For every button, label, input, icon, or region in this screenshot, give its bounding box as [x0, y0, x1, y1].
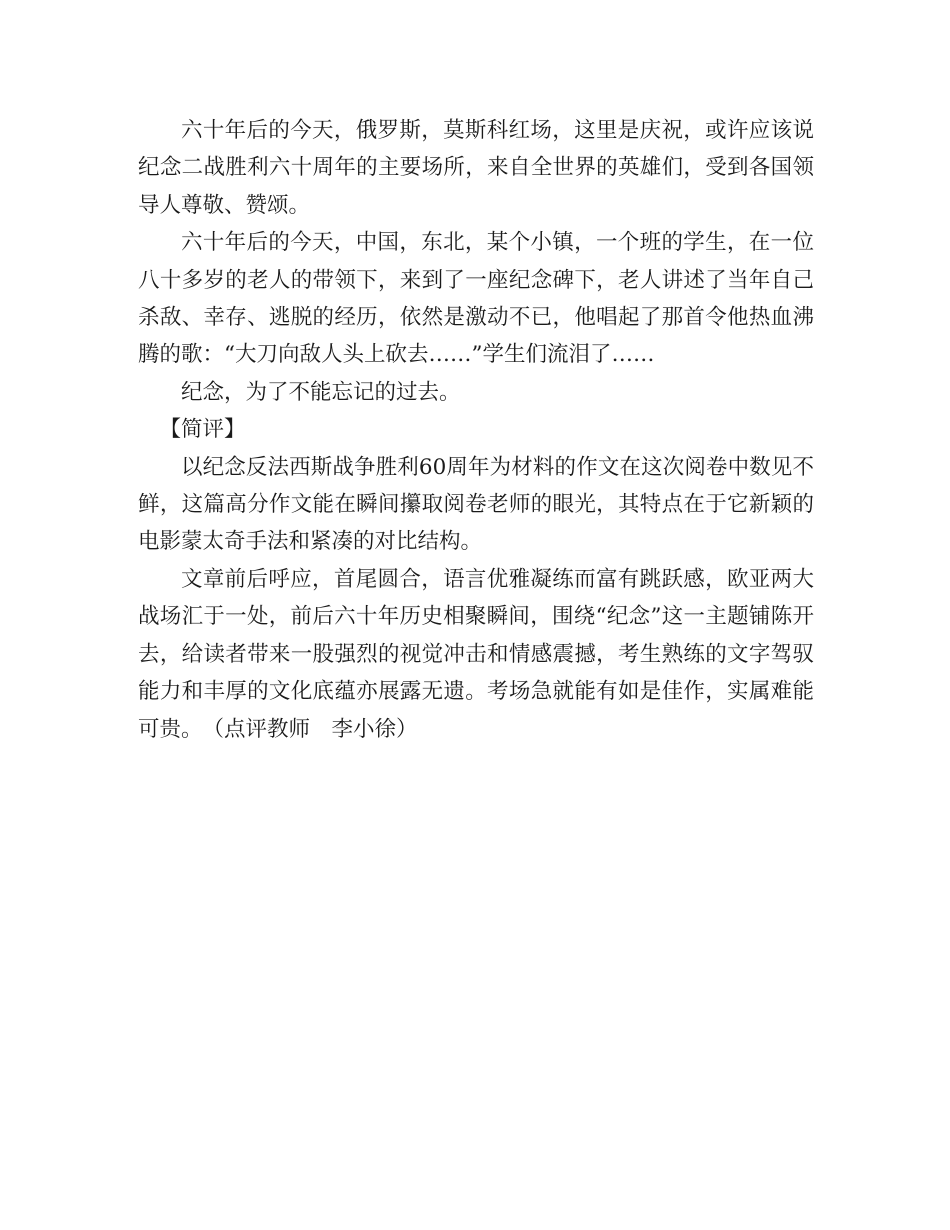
- review-heading: 【简评】: [159, 417, 246, 443]
- document-body: [138, 112, 814, 748]
- review-paragraph-2: 文章前后呼应，首尾圆合，语言优雅凝练而富有跳跃感，欧亚两大战场汇于一处，前后六十年历史相聚瞬间，围绕“纪念”这一主题铺陈开去，给读者带来一股强烈的视觉冲击和情感震撼，考生熟练的文字驾驭能力和丰厚的文化底蕴亦展露无遗。考场急就能有如是佳作，实属难能可贵。 （点评教师 李小徐）: [138, 566, 814, 742]
- review-paragraph-1: 以纪念反法西斯战争胜利60周年为材料的作文在这次阅卷中数见不鲜，这篇高分作文能在瞬间攥取阅卷老师的眼光，其特点在于它新颖的电影蒙太奇手法和紧凑的对比结构。: [138, 454, 814, 555]
- essay-paragraph-northeast-town: 六十年后的今天，中国，东北，某个小镇，一个班的学生，在一位八十多岁的老人的带领下，来到了一座纪念碑下，老人讲述了当年自己杀敌、幸存、逃脱的经历，依然是激动不已，他唱起了那首令他热血沸腾的歌：“大刀向敌人头上砍去……”学生们流泪了……: [138, 230, 814, 368]
- essay-paragraph-conclusion: 纪念，为了不能忘记的过去。: [181, 379, 461, 405]
- essay-paragraph-red-square: 六十年后的今天，俄罗斯，莫斯科红场，这里是庆祝，或许应该说纪念二战胜利六十周年的主要场所，来自全世界的英雄们，受到各国领导人尊敬、赞颂。: [138, 118, 814, 218]
